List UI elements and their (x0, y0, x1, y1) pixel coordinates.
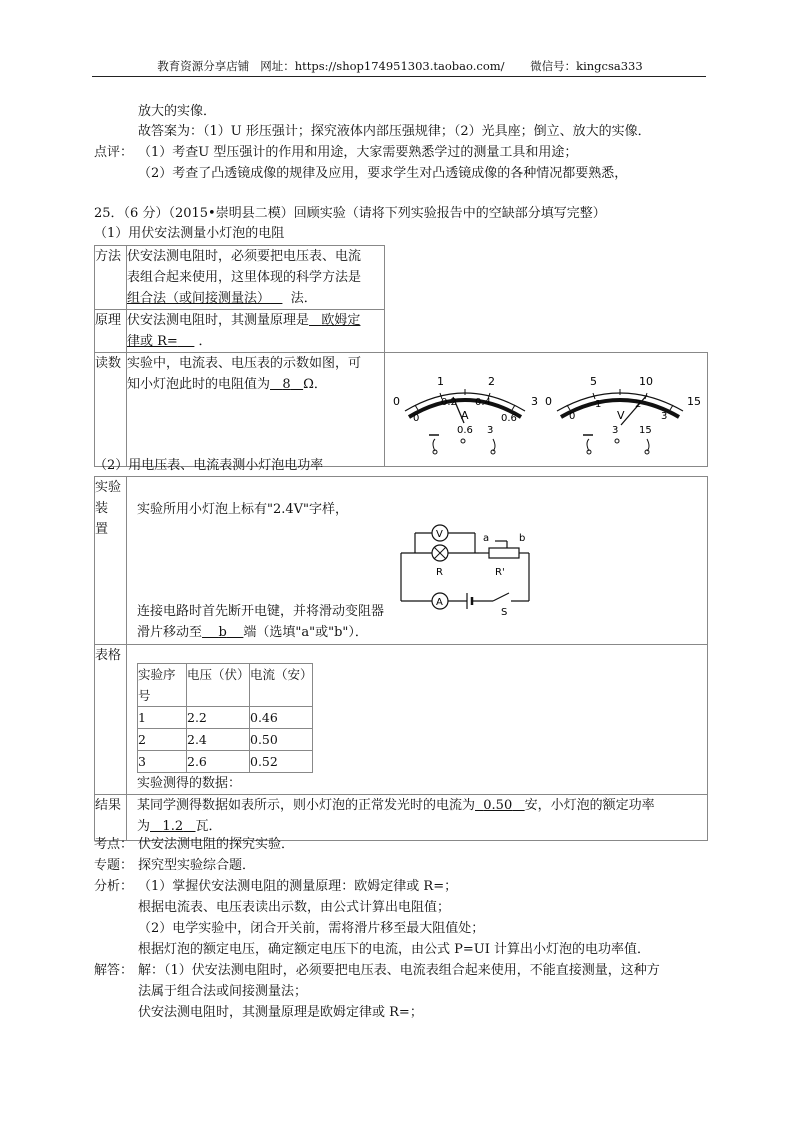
point-a-label: a (483, 533, 490, 544)
data-table-cell (127, 645, 708, 795)
kaodian-label: 考点： (94, 837, 134, 852)
page-header (0, 58, 800, 74)
voltmeter (545, 375, 701, 454)
column-header: 实验序号 (138, 664, 187, 707)
cell-text: 律或 R= ． (127, 334, 212, 349)
scale-label: 5 (590, 375, 597, 388)
zhuanti-text: 探究型实验综合题． (138, 858, 256, 873)
kaodian-text: 伏安法测电阻的探究实验． (138, 837, 295, 852)
url-label: 网址： (260, 59, 295, 73)
answer-line: 故答案为：（1）U 形压强计；探究液体内部压强规律；（2）光具座；倒立、放大的实像． (138, 124, 651, 139)
comment-line: （2）考查了凸透镜成像的规律及应用，要求学生对凸透镜成像的各种情况都要熟悉， (138, 166, 628, 181)
table-cell: 3 (138, 751, 187, 773)
terminal-label: 3 (612, 425, 619, 436)
wechat-id: kingcsa333 (576, 59, 643, 73)
answer-blank: 1.2 (162, 819, 184, 834)
column-header: 电流（安） (250, 664, 313, 707)
solution-line: 法属于组合法或间接测量法； (138, 984, 308, 999)
row-label: 原理 (95, 310, 127, 353)
cell-text: 滑片移动至 b 端（选填"a"或"b"）． (137, 625, 368, 640)
meters-figure-cell (385, 353, 708, 467)
solution-line: 解：（1）伏安法测电阻时，必须要把电压表、电流表组合起来使用，不能直接测量，这种方 (138, 963, 660, 978)
scale-label: 0.6 (501, 413, 517, 424)
data-table (137, 663, 313, 773)
comment-line: （1）考查U 型压强计的作用和用途，大家需要熟悉学过的测量工具和用途； (138, 145, 578, 160)
solution-line: 伏安法测电阻时，其测量原理是欧姆定律或 R=； (138, 1005, 423, 1020)
scale-label: 0.2 (441, 397, 457, 408)
scale-label: 15 (687, 395, 701, 408)
meter-symbol: A (461, 409, 469, 422)
scale-label: 1 (437, 375, 444, 388)
cell-text: 伏安法测电阻时，其测量原理是 欧姆定 (127, 313, 361, 328)
cell-text: 伏安法测电阻时，必须要把电压表、电流 (127, 249, 362, 264)
part-heading: （2）用电压表、电流表测小灯泡电功率 (94, 458, 324, 473)
terminal-label: 0.6 (457, 425, 473, 436)
answer-blank: 组合法（或间接测量法） (127, 291, 271, 306)
table-caption: 实验测得的数据： (137, 776, 242, 791)
principle-cell (127, 310, 385, 353)
meters-figure (385, 353, 707, 459)
scale-label: 10 (639, 375, 653, 388)
cell-text: 组合法（或间接测量法） 法． (127, 291, 317, 306)
row-label: 方法 (95, 246, 127, 310)
scale-label: 2 (488, 375, 495, 388)
scale-label: 0 (545, 395, 552, 408)
fenxi-label: 分析： (94, 879, 134, 894)
table-row (138, 751, 313, 773)
analysis-line: 根据电流表、电压表读出示数，由公式计算出电阻值； (138, 900, 451, 915)
comment-label: 点评： (94, 145, 134, 160)
svg-text:A: A (436, 597, 443, 608)
point-b-label: b (519, 533, 526, 544)
zhuanti-label: 专题： (94, 858, 134, 873)
lamp-label: R (436, 567, 443, 578)
reading-cell (127, 353, 385, 467)
row-label: 表格 (95, 645, 127, 795)
shop-name: 教育资源分享店铺 (157, 59, 250, 73)
table-cell: 2.2 (187, 707, 250, 729)
rheostat-label: R' (495, 567, 505, 578)
svg-text:V: V (436, 529, 443, 540)
analysis-line: 根据灯泡的额定电压，确定额定电压下的电流，由公式 P=UI 计算出小灯泡的电功率值． (138, 942, 650, 957)
row-label: 读数 (95, 353, 127, 467)
answer-blank: b (218, 625, 227, 640)
question-title: 25．（6 分）（2015•崇明县二模）回顾实验（请将下列实验报告中的空缺部分填写完整） (94, 206, 606, 221)
scale-label: 0 (413, 413, 420, 424)
cell-text: 连接电路时首先断开电键，并将滑动变阻器 (137, 604, 385, 619)
terminal-label: 15 (639, 425, 652, 436)
scale-label: 3 (531, 395, 538, 408)
scale-label: 1 (595, 399, 602, 410)
answer-blank: 0.50 (483, 798, 513, 813)
table-cell: 0.52 (250, 751, 313, 773)
jieda-label: 解答： (94, 963, 134, 978)
result-cell (127, 795, 708, 841)
cell-text: 为 1.2 瓦． (137, 819, 222, 834)
analysis-line: （1）掌握伏安法测电阻的测量原理：欧姆定律或 R=； (138, 879, 458, 894)
cell-text: 知小灯泡此时的电阻值为 8 Ω． (127, 377, 327, 392)
row-label: 结果 (95, 795, 127, 841)
table-cell: 0.46 (250, 707, 313, 729)
analysis-line: （2）电学实验中，闭合开关前，需将滑片移至最大阻值处； (138, 921, 485, 936)
table-cell: 2.4 (187, 729, 250, 751)
report-table-1 (94, 245, 708, 467)
row-label: 实验装 置 (95, 477, 127, 645)
table-cell: 2 (138, 729, 187, 751)
method-cell (127, 246, 385, 310)
table-cell: 0.50 (250, 729, 313, 751)
column-header: 电压（伏） (187, 664, 250, 707)
cell-text: 某同学测得数据如表所示，则小灯泡的正常发光时的电流为 0.50 安，小灯泡的额定功率 (137, 798, 655, 813)
cell-text: 实验所用小灯泡上标有"2.4V"字样， (137, 502, 349, 517)
scale-label: 0.4 (475, 397, 491, 408)
part-heading: （1）用伏安法测量小灯泡的电阻 (94, 226, 285, 241)
table-row (138, 707, 313, 729)
scale-label: 3 (661, 411, 668, 422)
ammeter (393, 375, 538, 454)
table-cell: 2.6 (187, 751, 250, 773)
text-line: 放大的实像． (138, 104, 217, 119)
answer-blank: 8 (282, 377, 291, 392)
terminal-label: 3 (487, 425, 494, 436)
switch-label: S (501, 607, 508, 615)
shop-url[interactable]: https://shop174951303.taobao.com/ (294, 59, 505, 73)
header-divider (92, 76, 706, 77)
setup-cell (127, 477, 708, 645)
scale-label: 0 (393, 395, 400, 408)
cell-text: 实验中，电流表、电压表的示数如图，可 (127, 356, 362, 371)
table-row (138, 729, 313, 751)
wechat-label: 微信号： (530, 59, 577, 73)
answer-blank: 欧姆定 (321, 313, 361, 328)
scale-label: 2 (635, 399, 642, 410)
circuit-diagram (395, 515, 565, 615)
scale-label: 0 (569, 411, 576, 422)
meter-symbol: V (617, 409, 625, 422)
cell-text: 表组合起来使用，这里体现的科学方法是 (127, 270, 362, 285)
table-cell: 1 (138, 707, 187, 729)
report-table-2 (94, 476, 708, 841)
